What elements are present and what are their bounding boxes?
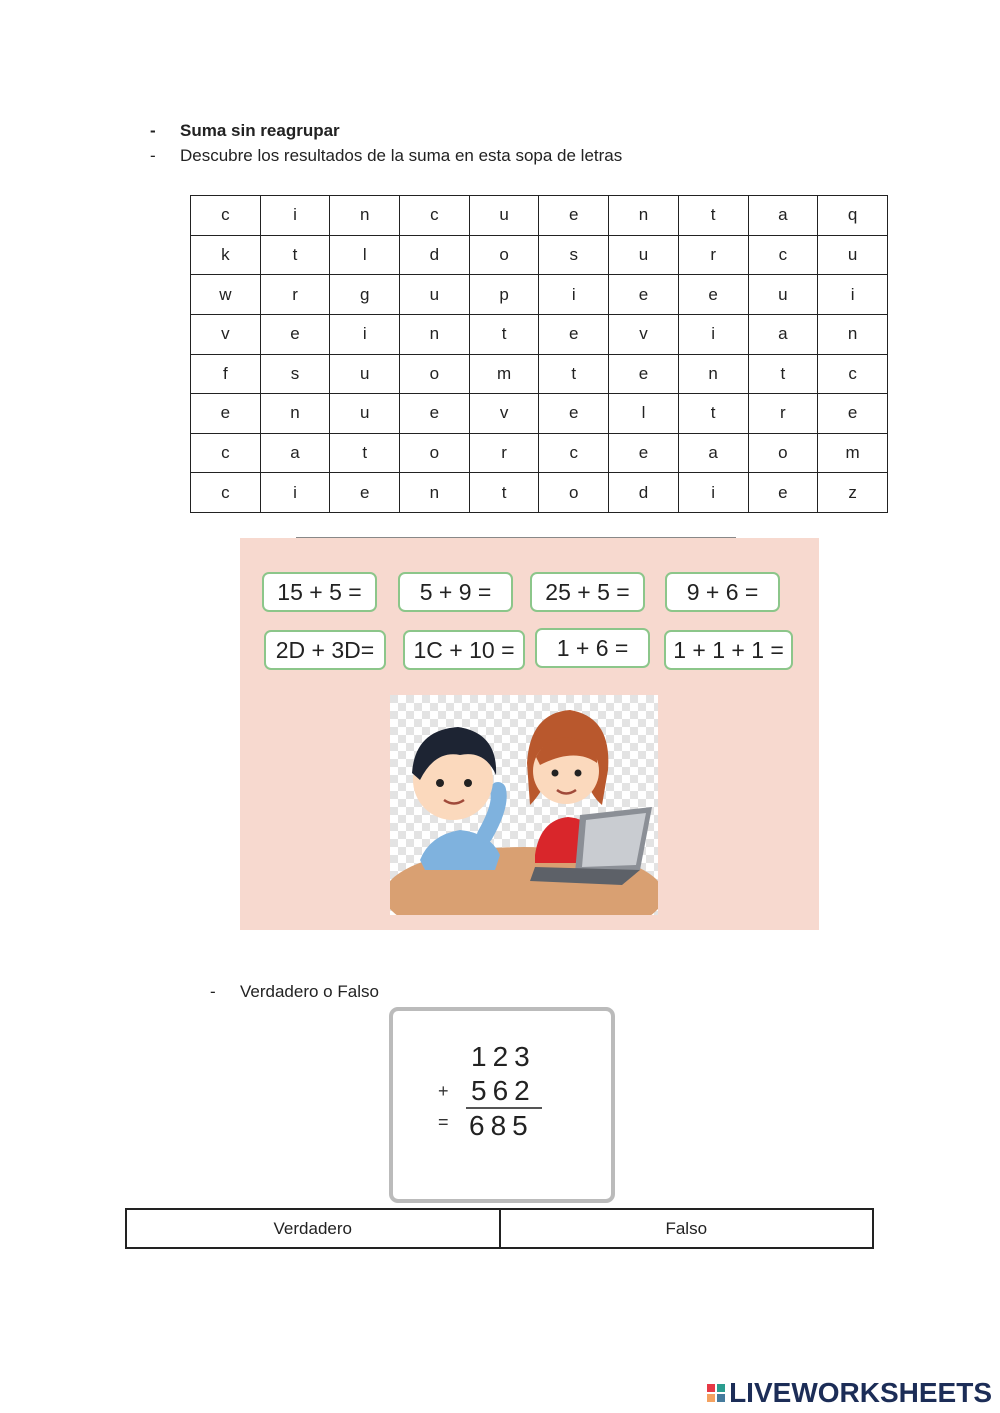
grid-row	[191, 354, 888, 394]
bullet-dash: -	[150, 121, 156, 140]
grid-letter[interactable]: r	[748, 394, 818, 434]
grid-letter[interactable]: t	[748, 354, 818, 394]
grid-letter[interactable]: t	[539, 354, 609, 394]
true-false-text: Verdadero o Falso	[240, 982, 379, 1001]
grid-letter[interactable]: u	[400, 275, 470, 315]
grid-letter[interactable]: t	[469, 314, 539, 354]
equation-card: 15 + 5 =	[262, 572, 377, 612]
grid-letter[interactable]: e	[400, 394, 470, 434]
grid-letter[interactable]: a	[260, 433, 330, 473]
grid-letter[interactable]: u	[469, 196, 539, 236]
grid-letter[interactable]: u	[330, 394, 400, 434]
section-title	[150, 121, 340, 141]
equation-card: 2D + 3D=	[264, 630, 386, 670]
addend-2: 562	[471, 1075, 536, 1106]
grid-letter[interactable]: o	[748, 433, 818, 473]
grid-letter[interactable]: t	[678, 196, 748, 236]
grid-letter[interactable]: e	[539, 314, 609, 354]
brand-name: LIVEWORKSHEETS	[729, 1377, 992, 1408]
equation-card: 5 + 9 =	[398, 572, 513, 612]
grid-letter[interactable]: o	[539, 473, 609, 513]
grid-letter[interactable]: e	[609, 354, 679, 394]
grid-letter[interactable]: n	[678, 354, 748, 394]
grid-letter[interactable]: v	[191, 314, 261, 354]
grid-letter[interactable]: i	[818, 275, 888, 315]
grid-letter[interactable]: c	[539, 433, 609, 473]
equation-card: 25 + 5 =	[530, 572, 645, 612]
grid-row	[191, 473, 888, 513]
grid-letter[interactable]: w	[191, 275, 261, 315]
grid-letter[interactable]: e	[260, 314, 330, 354]
grid-row	[191, 235, 888, 275]
falso-option[interactable]: Falso	[500, 1209, 874, 1248]
grid-letter[interactable]: c	[191, 473, 261, 513]
grid-letter[interactable]: r	[260, 275, 330, 315]
grid-letter[interactable]: a	[748, 196, 818, 236]
brand-logo-icon	[707, 1384, 725, 1402]
grid-letter[interactable]: u	[818, 235, 888, 275]
grid-letter[interactable]: d	[400, 235, 470, 275]
grid-letter[interactable]: f	[191, 354, 261, 394]
grid-letter[interactable]: d	[609, 473, 679, 513]
grid-letter[interactable]: r	[469, 433, 539, 473]
grid-letter[interactable]: n	[400, 314, 470, 354]
grid-letter[interactable]: z	[818, 473, 888, 513]
grid-letter[interactable]: e	[539, 196, 609, 236]
word-search-grid	[190, 195, 888, 513]
kids-illustration	[390, 695, 658, 915]
grid-letter[interactable]: c	[191, 196, 261, 236]
grid-letter[interactable]: c	[818, 354, 888, 394]
grid-letter[interactable]: e	[818, 394, 888, 434]
grid-letter[interactable]: v	[469, 394, 539, 434]
grid-letter[interactable]: t	[330, 433, 400, 473]
grid-letter[interactable]: k	[191, 235, 261, 275]
grid-letter[interactable]: u	[609, 235, 679, 275]
grid-letter[interactable]: n	[260, 394, 330, 434]
grid-letter[interactable]: e	[609, 275, 679, 315]
grid-letter[interactable]: l	[609, 394, 679, 434]
bullet-dash: -	[150, 146, 156, 165]
grid-letter[interactable]: c	[400, 196, 470, 236]
grid-letter[interactable]: p	[469, 275, 539, 315]
grid-letter[interactable]: e	[330, 473, 400, 513]
grid-letter[interactable]: m	[469, 354, 539, 394]
equation-card: 1 + 1 + 1 =	[664, 630, 793, 670]
grid-letter[interactable]: i	[330, 314, 400, 354]
grid-letter[interactable]: s	[260, 354, 330, 394]
grid-letter[interactable]: r	[678, 235, 748, 275]
addend-1: 123	[471, 1041, 536, 1072]
grid-letter[interactable]: s	[539, 235, 609, 275]
grid-letter[interactable]: t	[260, 235, 330, 275]
answer-options	[125, 1208, 874, 1249]
grid-letter[interactable]: n	[818, 314, 888, 354]
grid-letter[interactable]: m	[818, 433, 888, 473]
grid-letter[interactable]: e	[609, 433, 679, 473]
grid-letter[interactable]: t	[678, 394, 748, 434]
title-text: Suma sin reagrupar	[180, 121, 340, 140]
bullet-dash: -	[210, 982, 216, 1001]
grid-letter[interactable]: n	[400, 473, 470, 513]
grid-letter[interactable]: c	[191, 433, 261, 473]
grid-letter[interactable]: c	[748, 235, 818, 275]
grid-letter[interactable]: o	[469, 235, 539, 275]
grid-letter[interactable]: g	[330, 275, 400, 315]
sum-line	[466, 1107, 542, 1109]
grid-letter[interactable]: n	[609, 196, 679, 236]
equation-card: 9 + 6 =	[665, 572, 780, 612]
grid-letter[interactable]: i	[260, 196, 330, 236]
grid-letter[interactable]: i	[678, 314, 748, 354]
grid-letter[interactable]: i	[539, 275, 609, 315]
equals-sign: =	[438, 1112, 449, 1132]
plus-sign: +	[438, 1081, 449, 1101]
grid-letter[interactable]: o	[400, 354, 470, 394]
grid-letter[interactable]: u	[330, 354, 400, 394]
grid-letter[interactable]: v	[609, 314, 679, 354]
grid-letter[interactable]: i	[678, 473, 748, 513]
grid-row	[191, 196, 888, 236]
grid-letter[interactable]: u	[748, 275, 818, 315]
grid-letter[interactable]: e	[191, 394, 261, 434]
grid-letter[interactable]: n	[330, 196, 400, 236]
equation-card: 1C + 10 =	[403, 630, 525, 670]
grid-letter[interactable]: e	[748, 473, 818, 513]
grid-letter[interactable]: e	[678, 275, 748, 315]
instruction-text: Descubre los resultados de la suma en esta sopa de letras	[180, 146, 623, 165]
grid-letter[interactable]: a	[678, 433, 748, 473]
grid-letter[interactable]: t	[469, 473, 539, 513]
grid-row	[191, 314, 888, 354]
verdadero-option[interactable]: Verdadero	[126, 1209, 500, 1248]
instruction	[150, 146, 622, 166]
grid-row	[191, 275, 888, 315]
brand-logo	[707, 1377, 992, 1409]
grid-letter[interactable]: i	[260, 473, 330, 513]
grid-letter[interactable]: q	[818, 196, 888, 236]
grid-letter[interactable]: o	[400, 433, 470, 473]
equation-card: 1 + 6 =	[535, 628, 650, 668]
grid-letter[interactable]: a	[748, 314, 818, 354]
true-false-heading	[210, 982, 379, 1002]
sum-result: 685	[469, 1110, 534, 1141]
grid-row	[191, 394, 888, 434]
grid-row	[191, 433, 888, 473]
grid-letter[interactable]: l	[330, 235, 400, 275]
grid-letter[interactable]: e	[539, 394, 609, 434]
